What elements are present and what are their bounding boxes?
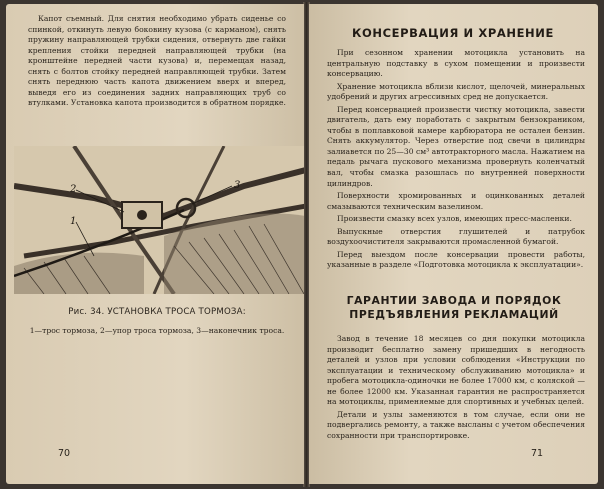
paragraph: Детали и узлы заменяются в том случае, если они не подвергались ремонту, а также высланы с учетом обеспечения сохранности при транспортировке. bbox=[327, 409, 585, 440]
right-page bbox=[309, 4, 598, 484]
paragraph: Завод в течение 18 месяцев со дня покупки мотоцикла производит бесплатно замену пришедших в негодность деталей и узлов при условии соблюдения «Инструкции по эксплуатации и техническому обслуживанию мотоцикла» и пробега мотоцикла-одиночки не более 17000 км, с коляской — не более 12000 км. Указанная гарантия не распространяется на мотоциклы, применяемые для спортивных и учебных целей. bbox=[327, 334, 585, 407]
callout-3: 3 bbox=[234, 180, 241, 191]
hood-removal-paragraph: Капот съемный. Для снятия необходимо убрать сиденье со спинкой, откинуть левую боковину кузова (с карманом), снять пружину направляющей трубки сидения, отвернуть две гайки крепления стойки передней направляющей трубки (на кронштейне передней части кузова) и, перемещая назад, снять с болтов стойку передней направляющей трубки. Затем снять переднюю часть капота движением вверх и вперед, выведя его из соединения задних направляющих труб со втулками. Установка капота производится в обратном порядке. bbox=[28, 14, 286, 108]
heading-warranty: ГАРАНТИИ ЗАВОДА И ПОРЯДОК ПРЕДЪЯВЛЕНИЯ РЕКЛАМАЦИЙ bbox=[346, 294, 562, 321]
brake-cable-figure bbox=[14, 146, 304, 294]
paragraph: Перед выездом после консервации провести работы, указанные в разделе «Подготовка мотоцикла к эксплуатации». bbox=[327, 249, 585, 270]
cable-stop-bolt bbox=[137, 210, 147, 220]
callout-1: 1 bbox=[70, 216, 77, 227]
paragraph: При сезонном хранении мотоцикла установить на центральную подставку в сухом помещении и произвести консервацию. bbox=[327, 48, 585, 79]
figure-caption-legend: 1—трос тормоза, 2—упор троса тормоза, 3—наконечник троса. bbox=[29, 326, 285, 335]
paragraph: Поверхности хромированных и оцинкованных деталей смазываются техническим вазелином. bbox=[327, 191, 585, 211]
left-page bbox=[6, 4, 304, 484]
callout-2: 2 bbox=[70, 184, 77, 195]
figure-caption-title: Рис. 34. УСТАНОВКА ТРОСА ТОРМОЗА: bbox=[68, 307, 246, 317]
paragraph: Хранение мотоцикла вблизи кислот, щелочей, минеральных удобрений и других агрессивных сред не допускается. bbox=[327, 81, 585, 102]
warranty-section bbox=[327, 334, 585, 441]
page-number-left: 70 bbox=[58, 448, 71, 459]
heading-conservation: КОНСЕРВАЦИЯ И ХРАНЕНИЕ bbox=[352, 26, 554, 40]
page-number-right: 71 bbox=[531, 448, 544, 459]
paragraph: Перед консервацией произвести чистку мотоцикла, завести двигатель, дать ему поработать с закрытым бензокраником, чтобы в поплавковой камере карбюратора не осталея бензин. Снять аккумулятор. Через отверстие под свечи в цилиндры залиавется по 25—30 см³ автотракторного масла. Нажатием на педаль рычага пускового механизма провернуть коленчатый вал, чтобы смазка разошлась по внутренней поверхности цилиндров. bbox=[327, 104, 585, 188]
paragraph: Выпускные отверстия глушителей и патрубок воздухоочистителя закрываются промасленной бумагой. bbox=[327, 226, 585, 247]
paragraph: Произвести смазку всех узлов, имеющих пресс-масленки. bbox=[337, 214, 572, 224]
conservation-section bbox=[327, 48, 585, 271]
